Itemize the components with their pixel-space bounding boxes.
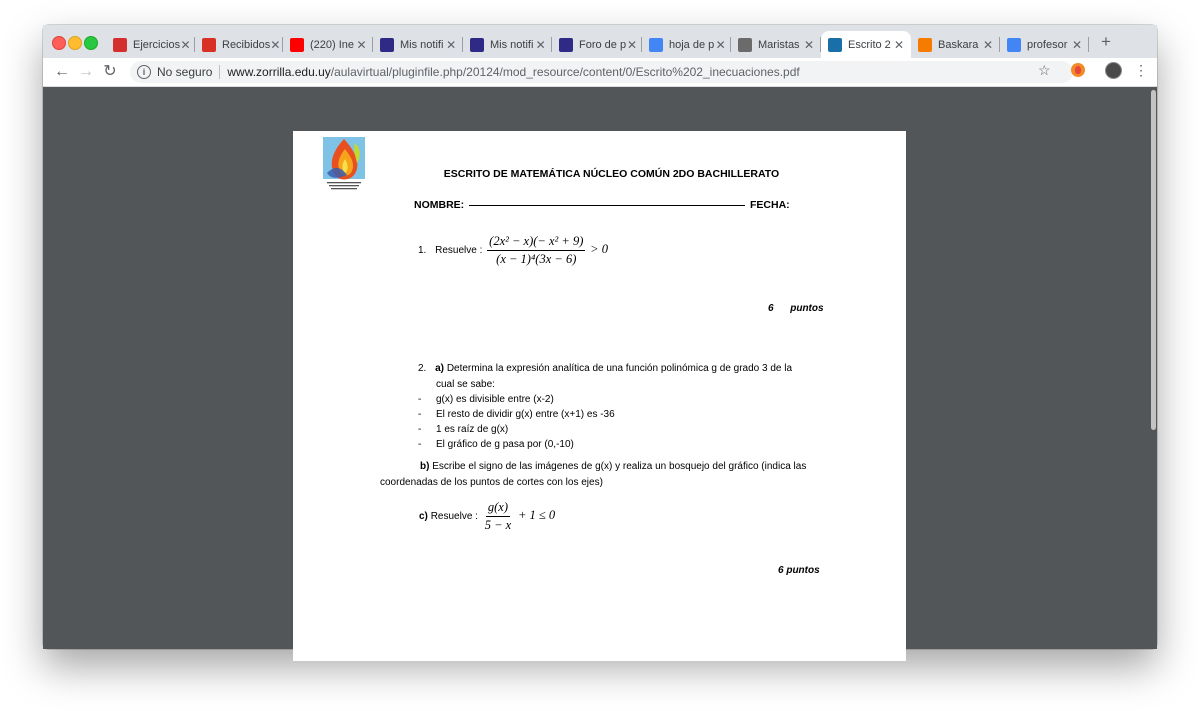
url-host[interactable]: www.zorrilla.edu.uy — [227, 65, 331, 79]
q1-relation: > 0 — [590, 242, 608, 257]
question-2a — [418, 363, 792, 374]
q2c-label: c) — [419, 511, 428, 523]
q1-number: 1. — [418, 245, 427, 257]
tab-close-icon[interactable]: ✕ — [803, 37, 815, 52]
tab-title: Recibidos — [222, 38, 271, 51]
back-button[interactable]: ← — [54, 63, 70, 80]
q2-number: 2. — [418, 363, 427, 374]
condition-item: g(x) es divisible entre (x-2) — [436, 394, 554, 405]
name-label: NOMBRE: — [414, 199, 465, 211]
minimize-window-button[interactable] — [68, 36, 82, 50]
tab-title: Foro de p — [579, 38, 627, 51]
new-tab-button[interactable]: + — [1101, 32, 1111, 51]
tab-1[interactable] — [106, 31, 195, 58]
q2c-numerator: g(x) — [486, 500, 510, 517]
condition-bullet: - — [418, 439, 422, 450]
tab-separator — [1088, 37, 1089, 52]
tab-close-icon[interactable]: ✕ — [180, 37, 191, 52]
info-icon[interactable]: i — [137, 65, 151, 79]
pdf-page — [293, 131, 906, 661]
tab-11[interactable] — [1000, 31, 1089, 58]
youtube-icon — [290, 38, 304, 52]
address-bar[interactable] — [130, 61, 1073, 83]
bracket-icon — [470, 38, 484, 52]
q1-denominator: (x − 1)⁴(3x − 6) — [496, 252, 577, 266]
tab-close-icon[interactable]: ✕ — [356, 37, 367, 52]
q2a-label: a) — [435, 363, 445, 374]
document-title: ESCRITO DE MATEMÁTICA NÚCLEO COMÚN 2DO BACHILLERATO — [443, 168, 780, 180]
condition-bullet: - — [418, 424, 422, 435]
close-window-button[interactable] — [52, 36, 66, 50]
tab-title: Escrito 2 — [848, 38, 891, 51]
scroll-thumb[interactable] — [1151, 90, 1156, 430]
tab-close-icon[interactable]: ✕ — [1071, 37, 1083, 52]
q1-numerator: (2x² − x)(− x² + 9) — [487, 234, 585, 251]
reload-button[interactable]: ↻ — [103, 63, 117, 80]
school-logo — [321, 135, 367, 195]
tab-close-icon[interactable]: ✕ — [715, 37, 726, 52]
q1-fraction — [487, 234, 585, 267]
browser-window — [43, 25, 1157, 649]
q2a-text-2: cual se sabe: — [436, 379, 495, 390]
tab-10[interactable] — [911, 31, 1000, 58]
tab-close-icon[interactable]: ✕ — [627, 37, 638, 52]
tab-strip — [43, 25, 1157, 58]
q2c-fraction — [483, 500, 513, 533]
maximize-window-button[interactable] — [84, 36, 98, 50]
opera-icon — [113, 38, 127, 52]
condition-item: El resto de dividir g(x) entre (x+1) es -36 — [436, 409, 615, 420]
security-label[interactable]: No seguro — [157, 65, 213, 79]
tab-4[interactable] — [373, 31, 463, 58]
condition-item: 1 es raíz de g(x) — [436, 424, 509, 435]
toolbar — [43, 58, 1157, 87]
extension-fire-icon[interactable] — [1071, 63, 1085, 77]
menu-icon[interactable]: ⋮ — [1134, 62, 1148, 78]
google-icon — [649, 38, 663, 52]
q2c-denominator: 5 − x — [484, 518, 512, 532]
tab-5[interactable] — [463, 31, 552, 58]
condition-bullet: - — [418, 394, 422, 405]
q2c-text: Resuelve : — [430, 511, 478, 523]
tab-7[interactable] — [642, 31, 731, 58]
name-date-line — [414, 199, 790, 211]
tab-title: hoja de p — [669, 38, 715, 51]
q2b-text-1: Escribe el signo de las imágenes de g(x) y realiza un bosquejo del gráfico (indica las — [432, 461, 807, 472]
tab-close-icon[interactable]: ✕ — [535, 37, 546, 52]
blogger-icon — [918, 38, 932, 52]
google-icon — [1007, 38, 1021, 52]
crest-icon — [738, 38, 752, 52]
q1-points: 6 puntos — [768, 303, 824, 314]
tab-9[interactable] — [821, 31, 911, 58]
question-2c — [419, 500, 555, 533]
tab-close-icon[interactable]: ✕ — [982, 37, 994, 52]
tab-title: Baskara — [938, 38, 979, 51]
gmail-icon — [202, 38, 216, 52]
tab-title: Ejercicios — [133, 38, 181, 51]
bracket-icon — [559, 38, 573, 52]
url-separator — [219, 65, 220, 79]
tab-8[interactable] — [731, 31, 821, 58]
tab-title: (220) Ine — [310, 38, 355, 51]
tab-title: profesor — [1027, 38, 1068, 51]
q1-label: Resuelve : — [435, 245, 483, 257]
q2-points: 6 puntos — [778, 565, 820, 576]
profile-avatar[interactable] — [1105, 62, 1122, 79]
tab-close-icon[interactable]: ✕ — [446, 37, 457, 52]
tab-3[interactable] — [283, 31, 373, 58]
question-1 — [418, 234, 608, 267]
name-underline — [469, 205, 745, 206]
q2c-relation: + 1 ≤ 0 — [517, 508, 556, 523]
tab-close-icon[interactable]: ✕ — [270, 37, 281, 52]
scrollbar[interactable] — [1149, 87, 1157, 649]
moodle-icon — [828, 38, 842, 52]
condition-bullet: - — [418, 409, 422, 420]
q2a-text-1: Determina la expresión analítica de una función polinómica g de grado 3 de la — [446, 363, 793, 374]
tab-title: Mis notifi — [490, 38, 534, 51]
tab-title: Maristas — [758, 38, 800, 51]
url-path[interactable]: /aulavirtual/pluginfile.php/20124/mod_resource/content/0/Escrito%202_inecuaciones.pdf — [330, 65, 800, 79]
tab-6[interactable] — [552, 31, 642, 58]
tab-close-icon[interactable]: ✕ — [893, 37, 905, 52]
tab-title: Mis notifi — [400, 38, 444, 51]
bracket-icon — [380, 38, 394, 52]
condition-item: El gráfico de g pasa por (0,-10) — [436, 439, 574, 450]
q2b-text-2: coordenadas de los puntos de cortes con los ejes) — [380, 477, 603, 488]
bookmark-star-icon[interactable]: ☆ — [1038, 62, 1051, 78]
tab-2[interactable] — [195, 31, 283, 58]
q2b-label: b) — [420, 461, 430, 472]
date-label: FECHA: — [750, 199, 790, 211]
question-2b — [420, 461, 806, 472]
forward-button[interactable]: → — [78, 63, 94, 80]
